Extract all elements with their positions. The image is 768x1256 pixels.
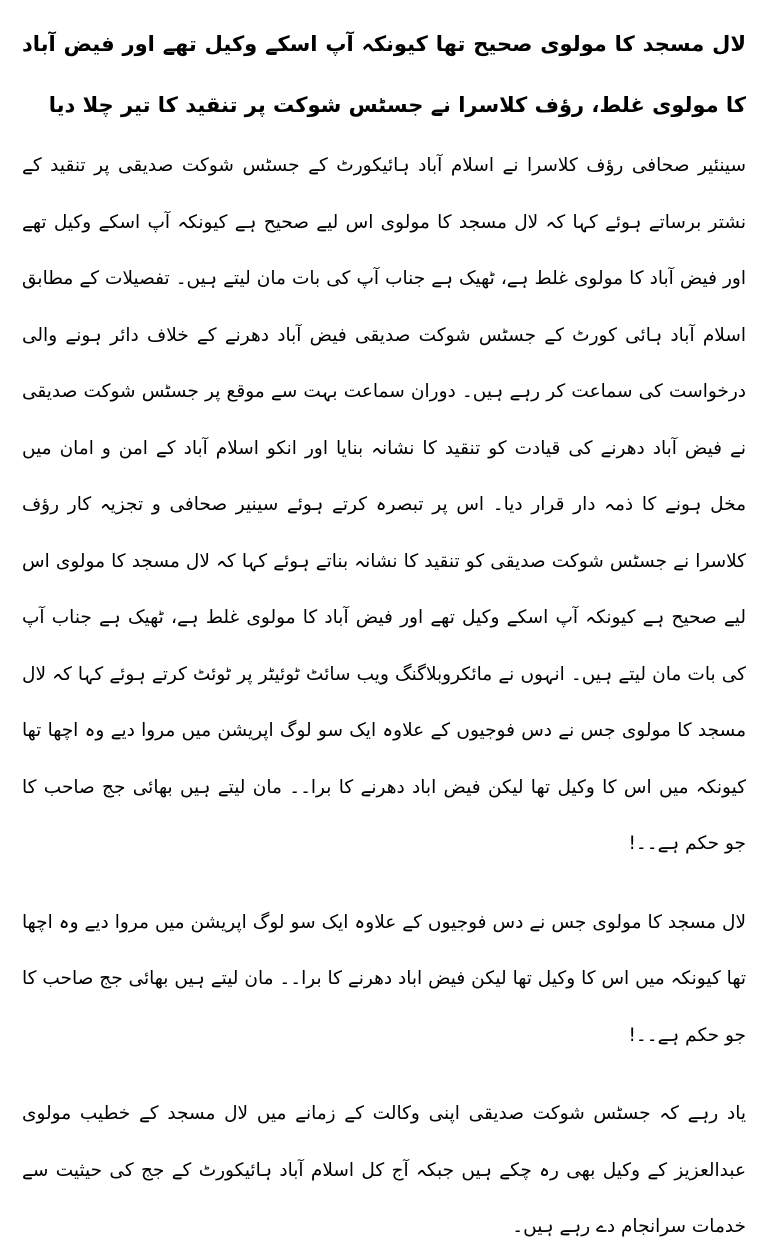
article-headline: لال مسجد کا مولوی صحیح تھا کیونکہ آپ اسکے وکیل تھے اور فیض آباد کا مولوی غلط، رؤف کلاسرا نے جسٹس شوکت پر تنقید کا تیر چلا دیا	[22, 32, 746, 117]
article-paragraph-quote: لال مسجد کا مولوی جس نے دس فوجیوں کے علاوہ ایک سو لوگ اپریشن میں مروا دیے وہ اچھا تھا کیونکہ میں اس کا وکیل تھا لیکن فیض اباد دھرنے کا برا۔۔ مان لیتے ہیں بھائی جج صاحب کا جو حکم ہے۔۔!	[22, 911, 746, 1046]
article-paragraph-note: یاد رہے کہ جسٹس شوکت صدیقی اپنی وکالت کے زمانے میں لال مسجد کے خطیب مولوی عبدالعزیز کے وکیل بھی رہ چکے ہیں جبکہ آج کل اسلام آباد ہائیکورٹ کے جج کی حیثیت سے خدمات سرانجام دے رہے ہیں۔	[22, 1103, 746, 1237]
article-paragraph-main: سینئیر صحافی رؤف کلاسرا نے اسلام آباد ہائیکورٹ کے جسٹس شوکت صدیقی پر تنقید کے نشتر برساتے ہوئے کہا کہ لال مسجد کا مولوی اس لیے صحیح ہے کیونکہ آپ اسکے وکیل تھے اور فیض آباد کا مولوی غلط ہے، ٹھیک ہے جناب آپ کی بات مان لیتے ہیں۔ تفصیلات کے مطابق اسلام آباد ہائی کورٹ کے جسٹس شوکت صدیقی فیض آباد دھرنے کے خلاف دائر ہونے والی درخواست کی سماعت کر رہے ہیں۔ دوران سماعت بہت سے موقع پر جسٹس شوکت صدیقی نے فیض آباد دھرنے کی قیادت کو تنقید کا نشانہ بنایا اور انکو اسلام آباد کے امن و امان میں مخل ہونے کا ذمہ دار قرار دیا۔ اس پر تبصرہ کرتے ہوئے سینیر صحافی و تجزیہ کار رؤف کلاسرا نے جسٹس شوکت صدیقی کو تنقید کا نشانہ بناتے ہوئے کہا کہ لال مسجد کا مولوی اس لیے صحیح ہے کیونکہ آپ اسکے وکیل تھے اور فیض آباد کا مولوی غلط ہے، ٹھیک ہے جناب آپ کی بات مان لیتے ہیں۔ انہوں نے مائکروبلاگنگ ویب سائٹ ٹوئیٹر پر ٹوئٹ کرتے ہوئے کہا کہ لال مسجد کا مولوی جس نے دس فوجیوں کے علاوہ ایک سو لوگ اپریشن میں مروا دیے وہ اچھا تھا کیونکہ میں اس کا وکیل تھا لیکن فیض اباد دھرنے کا برا۔۔ مان لیتے ہیں بھائی جج صاحب کا جو حکم ہے۔۔!	[22, 155, 746, 854]
